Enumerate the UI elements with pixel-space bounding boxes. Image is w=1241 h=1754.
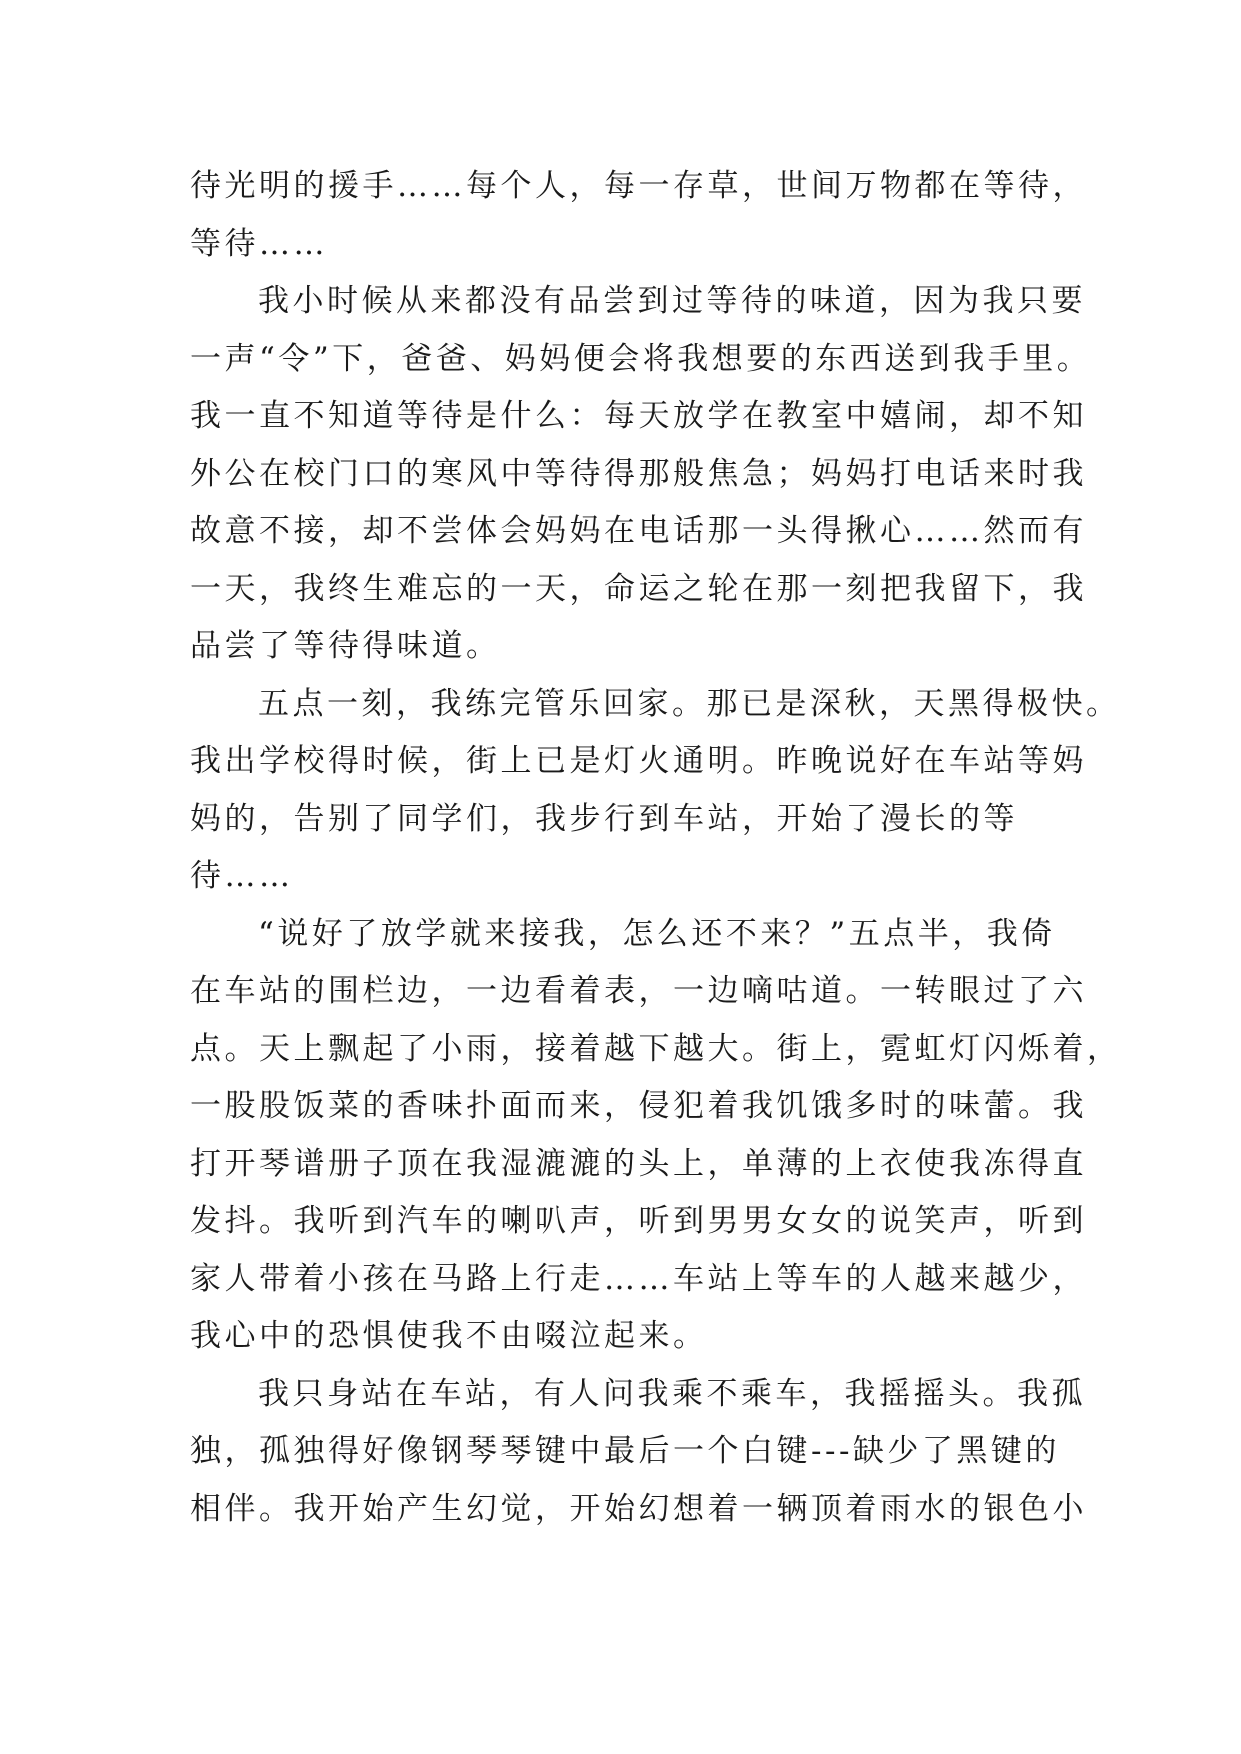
text-line: 发抖。我听到汽车的喇叭声，听到男男女女的说笑声，听到 <box>190 1203 1087 1239</box>
text-line: 品尝了等待得味道。 <box>190 628 501 664</box>
text-line: 故意不接，却不尝体会妈妈在电话那一头得揪心……然而有 <box>190 513 1087 549</box>
text-line: 一天，我终生难忘的一天，命运之轮在那一刻把我留下，我 <box>190 570 1087 607</box>
text-line: 在车站的围栏边，一边看着表，一边嘀咕道。一转眼过了六 <box>190 973 1087 1009</box>
paragraph-first-line: “说好了放学就来接我，怎么还不来？”五点半，我倚 <box>258 915 1056 952</box>
text-line: 点。天上飘起了小雨，接着越下越大。街上，霓虹灯闪烁着， <box>190 1030 1122 1067</box>
body-text <box>190 158 1122 1538</box>
paragraph-first-line: 我只身站在车站，有人问我乘不乘车，我摇摇头。我孤 <box>258 1375 1086 1412</box>
text-line: 我出学校得时候，街上已是灯火通明。昨晚说好在车站等妈 <box>190 743 1087 779</box>
paragraph-first-line: 我小时候从来都没有品尝到过等待的味道，因为我只要 <box>258 283 1086 319</box>
text-line: 待…… <box>190 858 294 894</box>
text-line: 外公在校门口的寒风中等待得那般焦急；妈妈打电话来时我 <box>190 455 1087 492</box>
paragraph-first-line: 五点一刻，我练完管乐回家。那已是深秋，天黑得极快。 <box>258 685 1121 722</box>
text-line: 我一直不知道等待是什么：每天放学在教室中嬉闹，却不知 <box>190 398 1087 434</box>
text-line: 家人带着小孩在马路上行走……车站上等车的人越来越少， <box>190 1260 1087 1297</box>
text-line: 待光明的援手……每个人，每一存草，世间万物都在等待， <box>190 168 1087 204</box>
text-line: 打开琴谱册子顶在我湿漉漉的头上，单薄的上衣使我冻得直 <box>190 1145 1087 1182</box>
text-line: 一声“令”下，爸爸、妈妈便会将我想要的东西送到我手里。 <box>190 340 1092 377</box>
text-line: 独，孤独得好像钢琴琴键中最后一个白键---缺少了黑键的 <box>190 1433 1060 1469</box>
text-line: 我心中的恐惧使我不由啜泣起来。 <box>190 1318 708 1354</box>
text-line: 等待…… <box>190 225 328 262</box>
text-line: 相伴。我开始产生幻觉，开始幻想着一辆顶着雨水的银色小 <box>190 1490 1087 1527</box>
text-line: 妈的，告别了同学们，我步行到车站，开始了漫长的等 <box>190 800 1018 837</box>
text-line: 一股股饭菜的香味扑面而来，侵犯着我饥饿多时的味蕾。我 <box>190 1088 1087 1124</box>
